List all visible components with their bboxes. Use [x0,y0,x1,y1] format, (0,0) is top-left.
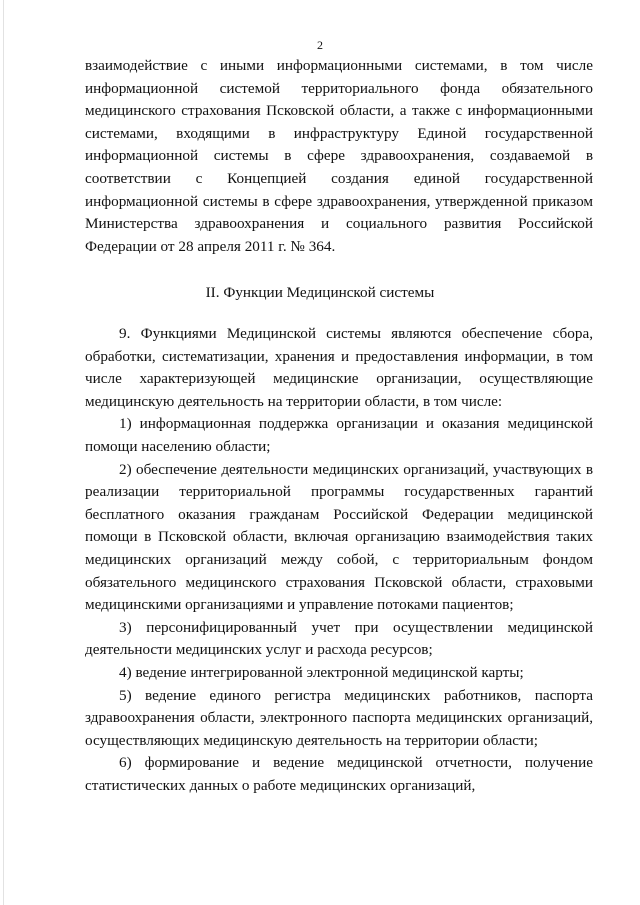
list-item-4: 4) ведение интегрированной электронной медицинской карты; [119,663,524,681]
page-edge-shadow [3,0,4,905]
list-item-3: 3) персонифицированный учет при осуществлении медицинской деятельности медицинских услуг и расхода ресурсов; [85,618,593,659]
section-body [85,323,593,797]
section-heading: II. Функции Медицинской системы [205,284,435,301]
list-item-6: 6) формирование и ведение медицинской отчетности, получение статистических данных о работе медицинских организаций, [85,754,593,794]
page-number: 2 [317,38,323,52]
list-item-1: 1) информационная поддержка организации и оказания медицинской помощи населению области; [85,415,593,455]
list-item-5: 5) ведение единого регистра медицинских работников, паспорта здравоохранения области, электронного паспорта медицинских организаций, осуществляющих медицинскую деятельность на территории области; [85,686,593,749]
intro-block [85,55,593,258]
list-item-2: 2) обеспечение деятельности медицинских организаций, участвующих в реализации территориальной программы государственных гарантий бесплатного оказания гражданам Российской Федерации медицинской помощи в Псковской области, включая организацию взаимодействия таких медицинских организаций между собой, с территориальным фондом обязательного медицинского страхования Псковской области, страховыми медицинскими организациями и управление потоками пациентов; [85,460,593,614]
intro-paragraph: взаимодействие с иными информационными системами, в том числе информационной системой территориального фонда обязательного медицинского страхования Псковской области, а также с информационными системами, входящими в инфраструктуру Единой государственной информационной системы в сфере здравоохранения, создаваемой в соответствии с Концепцией создания единой государственной информационной системы в сфере здравоохранения, утвержденной приказом Министерства здравоохранения и социального развития Российской Федерации от 28 апреля 2011 г. № 364. [85,57,593,255]
paragraph-item-9: 9. Функциями Медицинской системы являются обеспечение сбора, обработки, систематизации, хранения и предоставления информации, в том числе характеризующей медицинские организации, осуществляющие медицинскую деятельность на территории области, в том числе: [85,325,593,410]
